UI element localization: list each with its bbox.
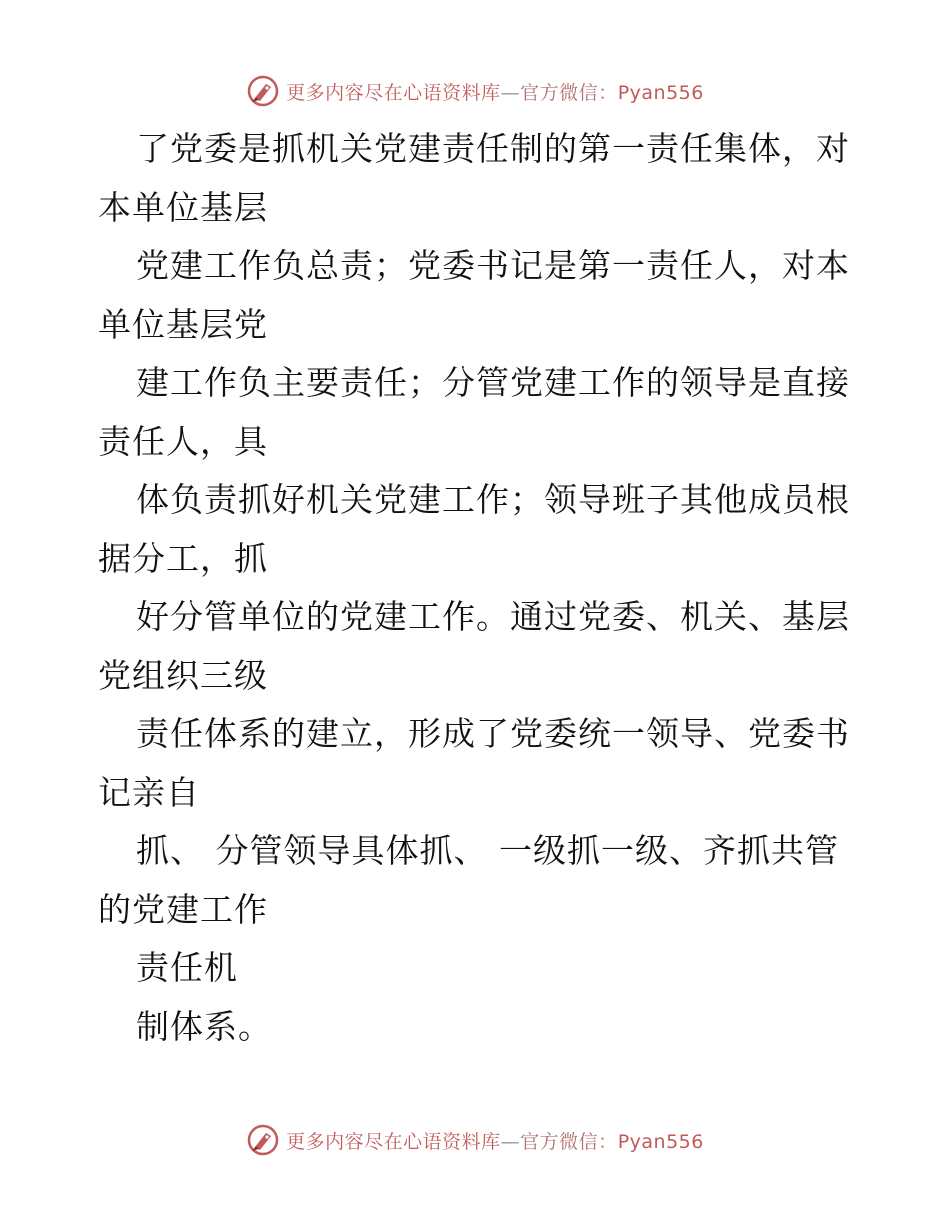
pen-nib-circle-icon — [246, 74, 280, 108]
banner-prefix: 更多内容尽在心语资料库 — [286, 81, 501, 104]
pen-nib-circle-icon — [246, 1123, 280, 1157]
header-banner — [0, 71, 950, 111]
text-line: 体负责抓好机关党建工作；领导班子其他成员根 — [136, 480, 850, 519]
text-line: 本单位基层 — [98, 187, 268, 227]
text-line: 责任机 — [136, 948, 238, 987]
banner-separator: — — [500, 1130, 521, 1153]
banner-content — [246, 74, 704, 108]
text-line: 抓、 分管领导具体抓、 一级抓一级、齐抓共管 — [136, 831, 839, 870]
banner-separator: — — [500, 81, 521, 104]
banner-account: Pyan556 — [617, 1130, 704, 1153]
text-line: 制体系。 — [136, 1006, 272, 1046]
text-line: 记亲自 — [98, 772, 200, 812]
banner-text — [286, 1127, 704, 1154]
text-line: 党建工作负总责；党委书记是第一责任人，对本 — [136, 246, 850, 285]
banner-content — [246, 1123, 704, 1157]
text-line: 据分工，抓 — [98, 538, 268, 578]
text-line: 党组织三级 — [98, 655, 268, 695]
text-line: 的党建工作 — [98, 889, 268, 929]
text-line: 建工作负主要责任；分管党建工作的领导是直接 — [136, 363, 850, 402]
text-line: 责任人，具 — [98, 421, 268, 461]
document-body — [98, 120, 858, 1056]
banner-account: Pyan556 — [617, 81, 704, 104]
text-line: 好分管单位的党建工作。通过党委、机关、基层 — [136, 597, 850, 636]
banner-prefix: 更多内容尽在心语资料库 — [286, 1130, 501, 1153]
text-line: 了党委是抓机关党建责任制的第一责任集体，对 — [136, 129, 850, 168]
banner-suffix: 官方微信： — [520, 1130, 618, 1153]
text-line: 单位基层党 — [98, 304, 268, 344]
text-line: 责任体系的建立，形成了党委统一领导、党委书 — [136, 714, 850, 753]
footer-banner — [0, 1120, 950, 1160]
banner-text — [286, 78, 704, 105]
banner-suffix: 官方微信： — [520, 81, 618, 104]
